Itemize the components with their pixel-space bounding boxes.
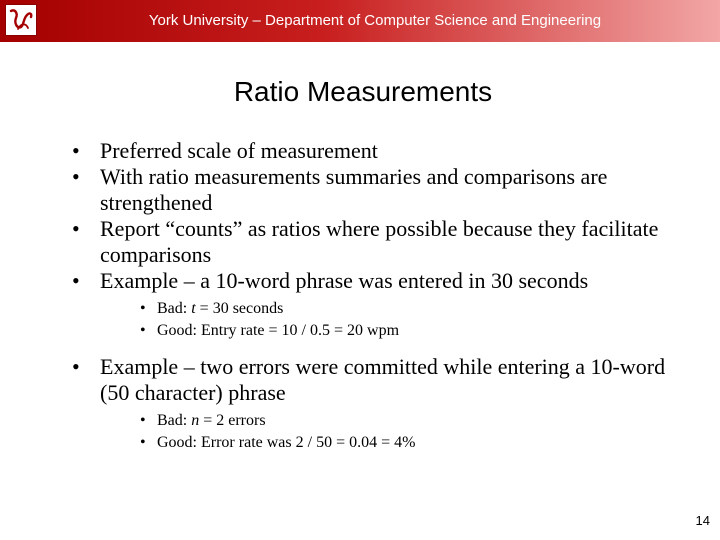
slide-title: Ratio Measurements	[233, 76, 493, 107]
bullet-icon: •	[72, 164, 80, 189]
sub-bullet-item	[72, 410, 692, 432]
sub-bullet-item	[72, 298, 692, 320]
bullet-text: With ratio measurements summaries and comparisons are strengthened	[100, 164, 608, 215]
sub-bullet-item	[72, 320, 692, 342]
sub-bullet-list	[72, 298, 692, 342]
slide-content	[72, 138, 692, 466]
bullet-text: Report “counts” as ratios where possible because they facilitate comparisons	[100, 216, 659, 267]
bullet-text: Example – two errors were committed while entering a 10-word (50 character) phrase	[100, 354, 666, 405]
sub-bullet-item	[72, 432, 692, 454]
sub-bullet-icon: •	[140, 434, 146, 451]
sub-bullet-prefix: Good: Error rate was 2 / 50 = 0.04 = 4%	[157, 434, 416, 451]
page-number: 14	[695, 513, 710, 528]
sub-bullet-icon: •	[140, 300, 146, 317]
bullet-text: Preferred scale of measurement	[100, 138, 378, 163]
sub-bullet-variable: n	[191, 412, 200, 429]
bullet-item	[72, 354, 692, 406]
header-title: York University – Department of Computer Science and Engineering	[148, 12, 602, 29]
bullet-icon: •	[72, 216, 80, 241]
bullet-text: Example – a 10-word phrase was entered in 30 seconds	[100, 268, 589, 293]
bullet-icon: •	[72, 138, 80, 163]
sub-bullet-prefix: Good: Entry rate = 10 / 0.5 = 20 wpm	[157, 322, 400, 339]
sub-bullet-list	[72, 410, 692, 454]
sub-bullet-prefix: Bad:	[157, 412, 192, 429]
bullet-item	[72, 268, 692, 294]
bullet-list	[72, 354, 692, 406]
sub-bullet-icon: •	[140, 412, 146, 429]
sub-bullet-prefix: Bad:	[157, 300, 192, 317]
sub-bullet-rest: = 2 errors	[199, 412, 266, 429]
bullet-item	[72, 138, 692, 164]
sub-bullet-icon: •	[140, 322, 146, 339]
bullet-item	[72, 164, 692, 216]
bullet-icon: •	[72, 354, 80, 379]
sub-bullet-rest: = 30 seconds	[195, 300, 284, 317]
bullet-item	[72, 216, 692, 268]
header-bar	[0, 0, 720, 42]
sub-bullet-variable: t	[191, 300, 196, 317]
bullet-list	[72, 138, 692, 294]
bullet-icon: •	[72, 268, 80, 293]
